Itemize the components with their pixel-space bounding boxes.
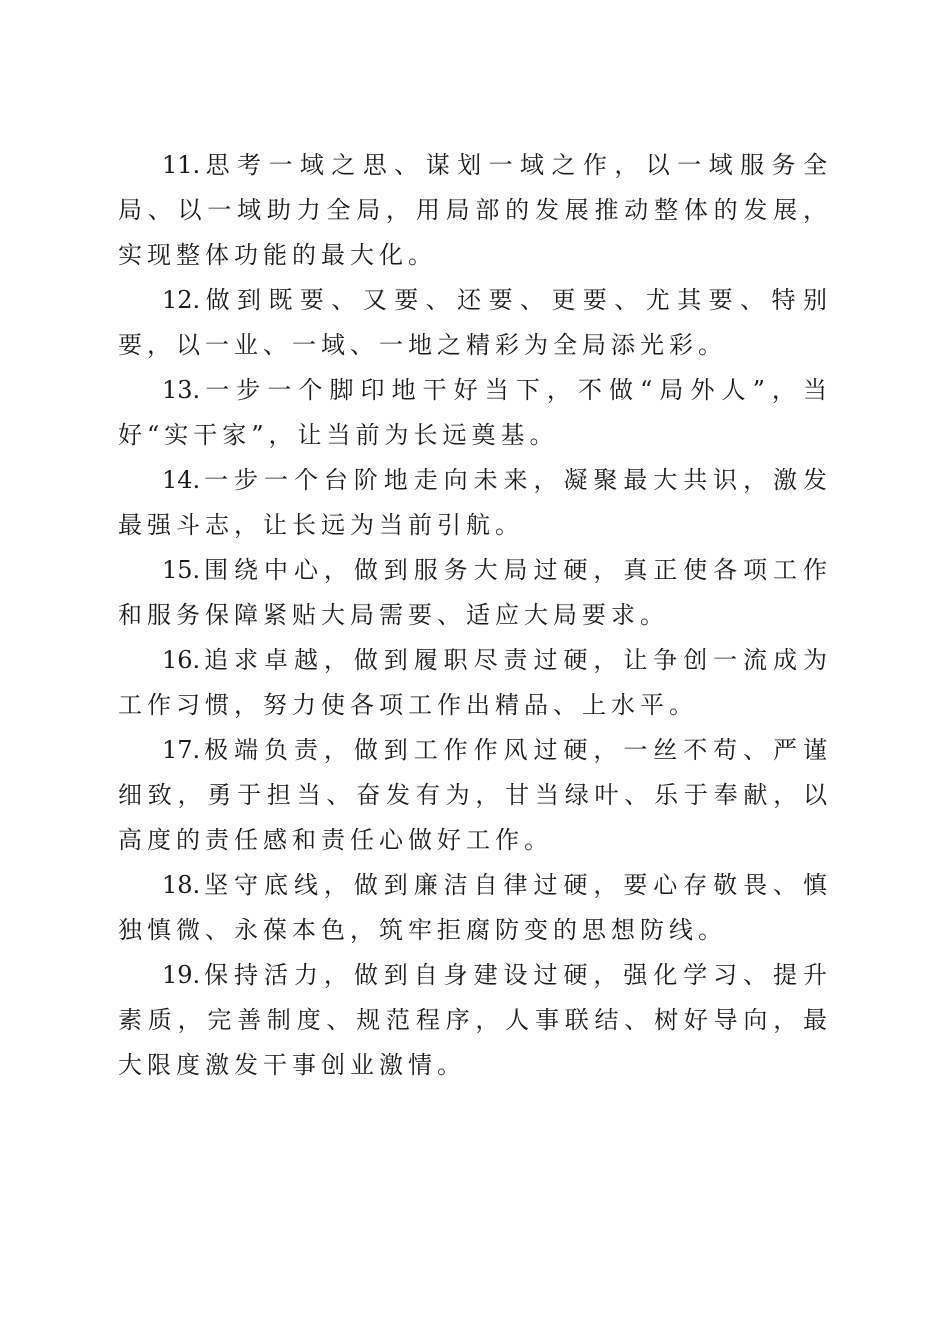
paragraph-13 bbox=[118, 368, 832, 458]
item-number: 16. bbox=[162, 646, 201, 674]
item-text: 思考一域之思、谋划一域之作，以一域服务全局、以一域助力全局，用局部的发展推动整体的发展，实现整体功能的最大化。 bbox=[118, 151, 832, 269]
item-text: 追求卓越，做到履职尽责过硬，让争创一流成为工作习惯，努力使各项工作出精品、上水平。 bbox=[118, 646, 832, 719]
paragraph-18 bbox=[118, 863, 832, 953]
item-number: 13. bbox=[162, 376, 201, 404]
document-body bbox=[118, 143, 832, 1088]
paragraph-14 bbox=[118, 458, 832, 548]
paragraph-11 bbox=[118, 143, 832, 278]
item-number: 14. bbox=[162, 466, 201, 494]
item-number: 19. bbox=[162, 961, 201, 989]
item-text: 围绕中心，做到服务大局过硬，真正使各项工作和服务保障紧贴大局需要、适应大局要求。 bbox=[118, 556, 832, 629]
item-number: 12. bbox=[162, 286, 201, 314]
paragraph-15 bbox=[118, 548, 832, 638]
paragraph-12 bbox=[118, 278, 832, 368]
paragraph-16 bbox=[118, 638, 832, 728]
item-text: 一步一个台阶地走向未来，凝聚最大共识，激发最强斗志，让长远为当前引航。 bbox=[118, 466, 832, 539]
item-text: 极端负责，做到工作作风过硬，一丝不苟、严谨细致，勇于担当、奋发有为，甘当绿叶、乐于奉献，以高度的责任感和责任心做好工作。 bbox=[118, 736, 832, 854]
item-text: 坚守底线，做到廉洁自律过硬，要心存敬畏、慎独慎微、永葆本色，筑牢拒腐防变的思想防线。 bbox=[118, 871, 832, 944]
paragraph-19 bbox=[118, 953, 832, 1088]
item-number: 17. bbox=[162, 736, 201, 764]
item-number: 11. bbox=[162, 151, 201, 179]
item-number: 15. bbox=[162, 556, 201, 584]
item-text: 做到既要、又要、还要、更要、尤其要、特别要，以一业、一域、一地之精彩为全局添光彩。 bbox=[118, 286, 832, 359]
item-text: 保持活力，做到自身建设过硬，强化学习、提升素质，完善制度、规范程序，人事联结、树好导向，最大限度激发干事创业激情。 bbox=[118, 961, 832, 1079]
item-text: 一步一个脚印地干好当下，不做“局外人”，当好“实干家”，让当前为长远奠基。 bbox=[118, 376, 832, 449]
item-number: 18. bbox=[162, 871, 201, 899]
paragraph-17 bbox=[118, 728, 832, 863]
